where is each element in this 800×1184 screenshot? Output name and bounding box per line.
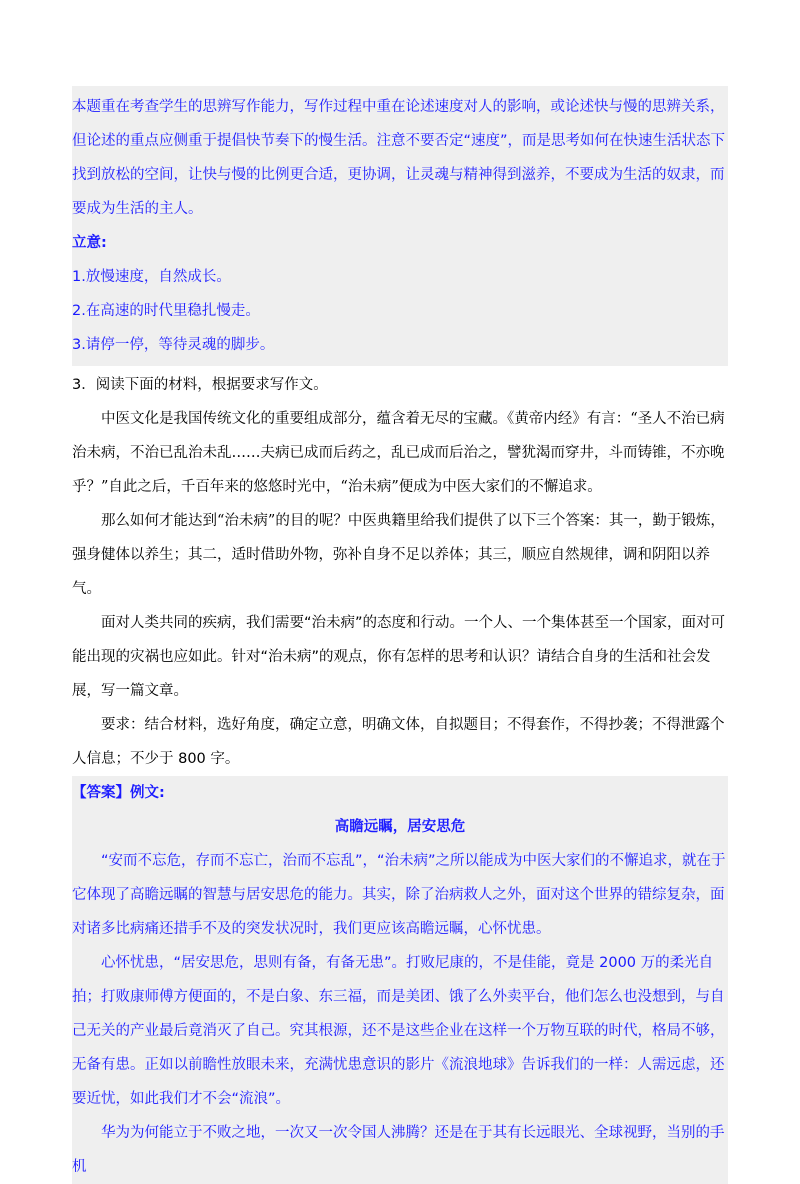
ideas-label: 立意: [72,235,107,251]
idea-item-2: 2.在高速的时代里稳扎慢走。 [72,303,260,319]
answer-example-label: 例文: [130,785,165,801]
question-prompt: 面对人类共同的疾病，我们需要“治未病”的态度和行动。一个人、一个集体甚至一个国家，面对可能出现的灾祸也应如此。针对“治未病”的观点，你有怎样的思考和认识？请结合自身的生活和社会发展，写一篇文章。 [72,615,726,699]
answer-bracket-label: 【答案】 [72,785,130,801]
question-3-heading: 3．阅读下面的材料，根据要求写作文。 [72,377,328,393]
essay-paragraph-3: 华为为何能立于不败之地，一次又一次令国人沸腾？还是在于其有长远眼光、全球视野，当别的手机 [72,1125,725,1175]
essay-title: 高瞻远瞩，居安思危 [334,819,466,835]
question-requirements: 要求：结合材料，选好角度，确定立意，明确文体，自拟题目；不得套作，不得抄袭；不得泄露个人信息；不少于 800 字。 [72,717,725,767]
question-3-block [72,366,728,776]
essay-paragraph-2: 心怀忧患，“居安思危，思则有备，有备无患”。打败尼康的，不是佳能，竟是 2000 万的柔光自拍；打败康师傅方便面的，不是白象、东三福，而是美团、饿了么外卖平台，他们怎么也没想到，与自己无关的产业最后竟消灭了自己。究其根源，还不是这些企业在这样一个万物互联的时代，格局不够，无备有患。正如以前瞻性放眼未来，充满忧患意识的影片《流浪地球》告诉我们的一样：人需远虑，还要近忧，如此我们才不会“流浪”。 [72,955,725,1107]
analysis-block [72,86,728,366]
question-material-2: 那么如何才能达到“治未病”的目的呢？中医典籍里给我们提供了以下三个答案：其一，勤于锻炼，强身健体以养生；其二，适时借助外物，弥补自身不足以养体；其三，顺应自然规律，调和阴阳以养气。 [72,513,725,597]
answer-block [72,776,728,1184]
analysis-paragraph: 本题重在考查学生的思辨写作能力，写作过程中重在论述速度对人的影响，或论述快与慢的思辨关系，但论述的重点应侧重于提倡快节奏下的慢生活。注意不要否定“速度”，而是思考如何在快速生活状态下找到放松的空间，让快与慢的比例更合适，更协调，让灵魂与精神得到滋养，不要成为生活的奴隶，而要成为生活的主人。 [72,99,726,217]
answer-label [72,776,728,810]
idea-item-1: 1.放慢速度，自然成长。 [72,269,231,285]
essay-paragraph-1: “安而不忘危，存而不忘亡，治而不忘乱”，“治未病”之所以能成为中医大家们的不懈追求，就在于它体现了高瞻远瞩的智慧与居安思危的能力。其实，除了治病救人之外，面对这个世界的错综复杂，面对诸多比病痛还措手不及的突发状况时，我们更应该高瞻远瞩，心怀忧患。 [72,853,726,937]
question-material-1: 中医文化是我国传统文化的重要组成部分，蕴含着无尽的宝藏。《黄帝内经》有言：“圣人不治已病治未病，不治已乱治未乱……夫病已成而后药之，乱已成而后治之，譬犹渴而穿井，斗而铸锥，不亦晚乎？”自此之后，千百年来的悠悠时光中，“治未病”便成为中医大家们的不懈追求。 [72,411,725,495]
document-page [72,86,728,1184]
idea-item-3: 3.请停一停，等待灵魂的脚步。 [72,337,275,353]
